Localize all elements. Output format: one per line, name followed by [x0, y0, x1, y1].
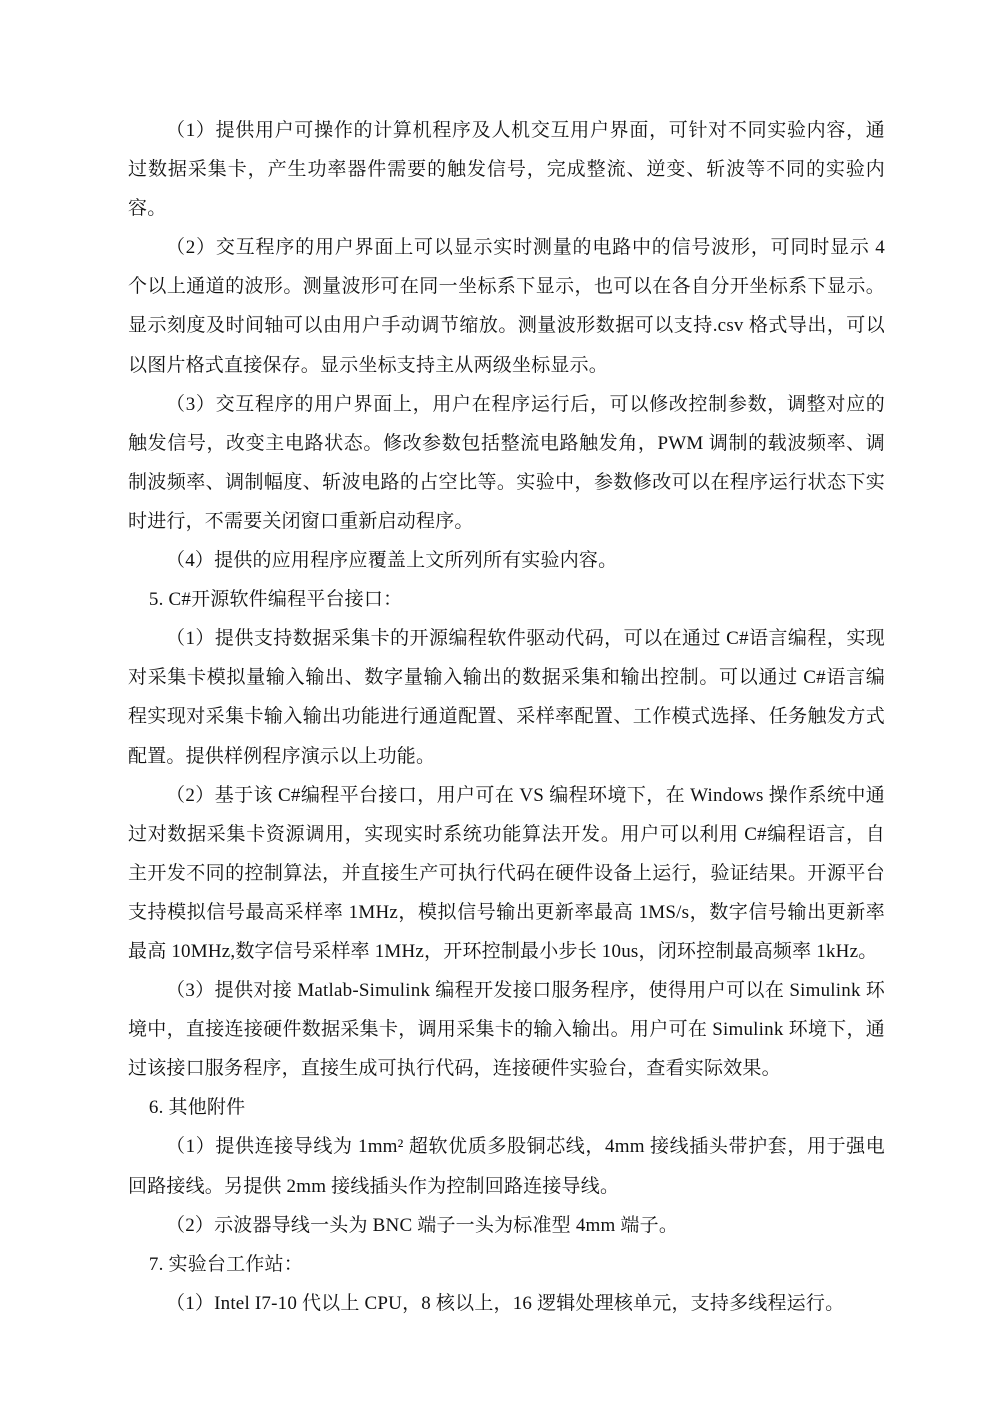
section-heading-6: 6. 其他附件: [148, 1097, 246, 1119]
document-body: [128, 111, 885, 1323]
paragraph-accessories-2: （2）示波器导线一头为 BNC 端子一头为标准型 4mm 端子。: [166, 1214, 679, 1236]
paragraph-workstation-1: （1）Intel I7-10 代以上 CPU，8 核以上，16 逻辑处理核单元，支持多线程运行。: [166, 1292, 845, 1314]
paragraph-csharp-3: （3）提供对接 Matlab-Simulink 编程开发接口服务程序，使得用户可以在 Simulink 环境中，直接连接硬件数据采集卡，调用采集卡的输入输出。用户可在 Simulink 环境下，通过该接口服务程序，直接生成可执行代码，连接硬件实验台，查看实际效果。: [128, 980, 885, 1080]
paragraph-sw-ui-2: （2）交互程序的用户界面上可以显示实时测量的电路中的信号波形，可同时显示 4 个以上通道的波形。测量波形可在同一坐标系下显示，也可以在各自分开坐标系下显示。显示刻度及时间轴可以由用户手动调节缩放。测量波形数据可以支持.csv 格式导出，可以以图片格式直接保存。显示坐标支持主从两级坐标显示。: [128, 237, 885, 376]
section-heading-5: 5. C#开源软件编程平台接口：: [148, 589, 403, 611]
section-heading-7: 7. 实验台工作站：: [148, 1253, 303, 1275]
paragraph-csharp-2: （2）基于该 C#编程平台接口，用户可在 VS 编程环境下，在 Windows 操作系统中通过对数据采集卡资源调用，实现实时系统功能算法开发。用户可以利用 C#编程语言，自主开发不同的控制算法，并直接生产可执行代码在硬件设备上运行，验证结果。开源平台支持模拟信号最高采样率 1MHz，模拟信号输出更新率最高 1MS/s，数字信号输出更新率最高 10MHz,数字信号采样率 1MHz，开环控制最小步长 10us，闭环控制最高频率 1kHz。: [128, 784, 885, 962]
paragraph-sw-ui-3: （3）交互程序的用户界面上，用户在程序运行后，可以修改控制参数，调整对应的触发信号，改变主电路状态。修改参数包括整流电路触发角，PWM 调制的载波频率、调制波频率、调制幅度、斩波电路的占空比等。实验中，参数修改可以在程序运行状态下实时进行，不需要关闭窗口重新启动程序。: [128, 393, 885, 532]
paragraph-sw-ui-1: （1）提供用户可操作的计算机程序及人机交互用户界面，可针对不同实验内容，通过数据采集卡，产生功率器件需要的触发信号，完成整流、逆变、斩波等不同的实验内容。: [128, 120, 885, 220]
paragraph-csharp-1: （1）提供支持数据采集卡的开源编程软件驱动代码，可以在通过 C#语言编程，实现对采集卡模拟量输入输出、数字量输入输出的数据采集和输出控制。可以通过 C#语言编程实现对采集卡输入输出功能进行通道配置、采样率配置、工作模式选择、任务触发方式配置。提供样例程序演示以上功能。: [128, 628, 885, 767]
paragraph-accessories-1: （1）提供连接导线为 1mm² 超软优质多股铜芯线，4mm 接线插头带护套，用于强电回路接线。另提供 2mm 接线插头作为控制回路连接导线。: [128, 1136, 885, 1197]
paragraph-sw-ui-4: （4）提供的应用程序应覆盖上文所列所有实验内容。: [166, 550, 618, 572]
